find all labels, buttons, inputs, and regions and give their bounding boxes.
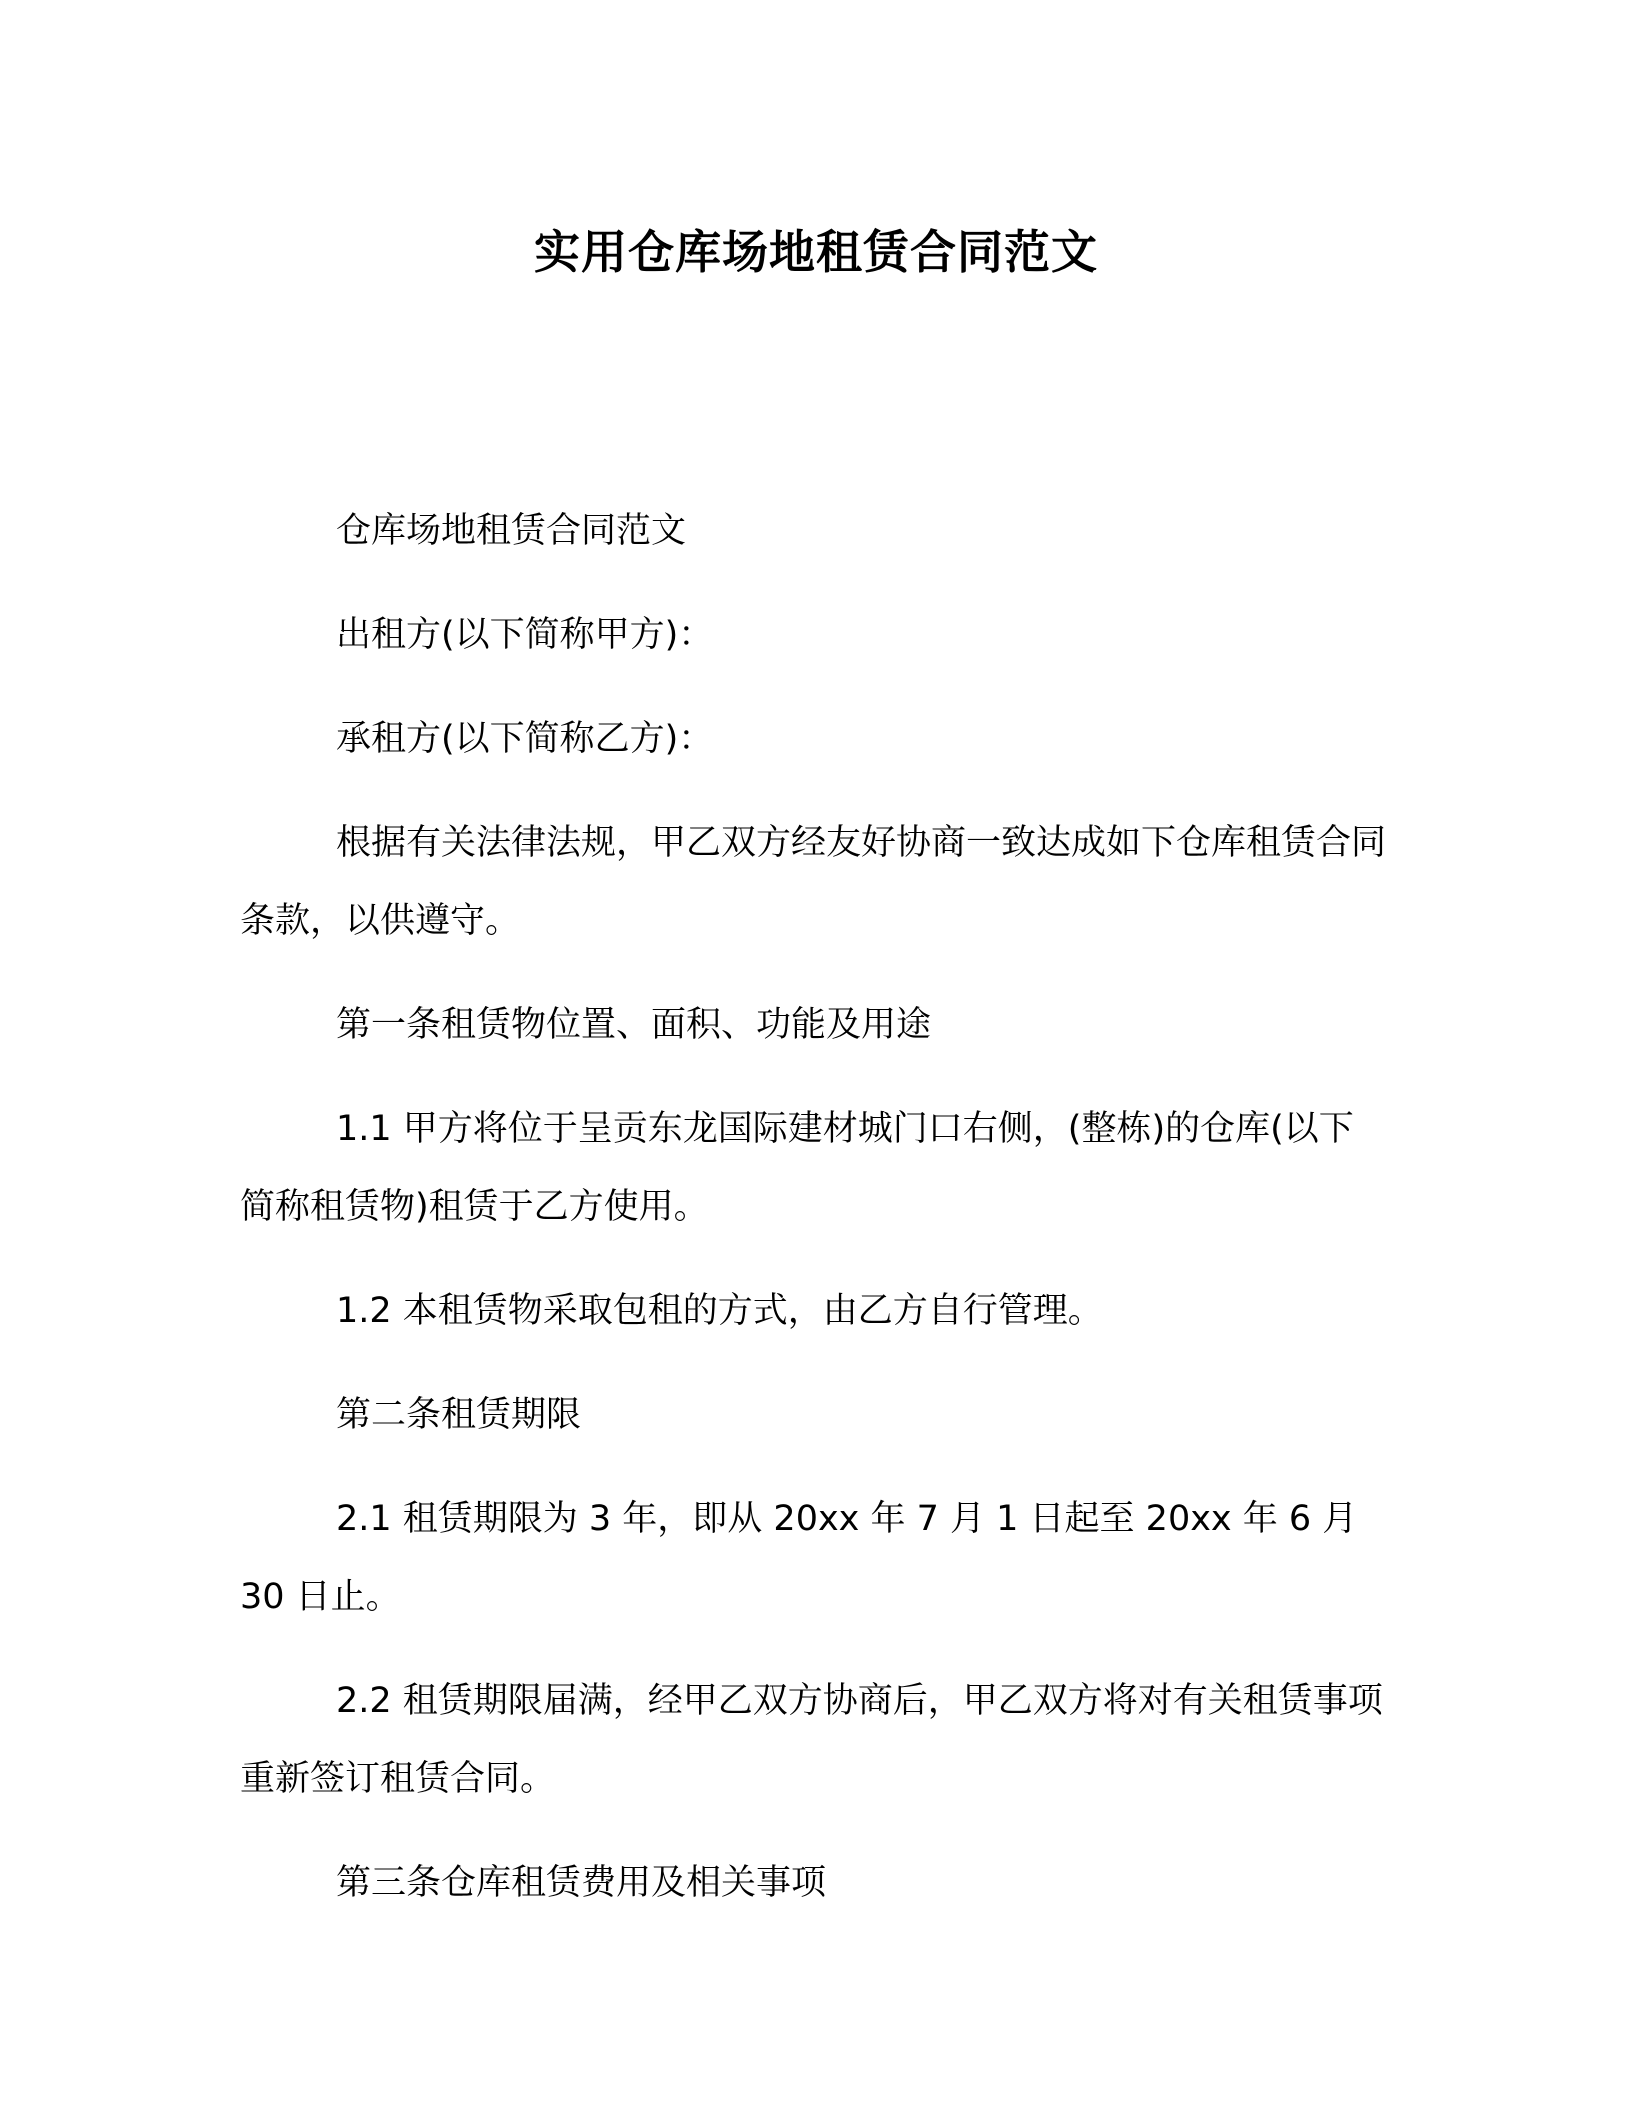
paragraph-clause-1-2: 1.2 本租赁物采取包租的方式，由乙方自行管理。: [336, 1291, 1103, 1331]
paragraph-clause-2-1: 2.1 租赁期限为 3 年，即从 20xx 年 7 月 1 日起至 20xx 年 6 月 30 日止。: [240, 1499, 1358, 1617]
paragraph-lessee: 承租方(以下简称乙方)：: [336, 719, 714, 759]
paragraph-contract-name: 仓库场地租赁合同范文: [336, 511, 687, 551]
paragraph-article-1-heading: 第一条租赁物位置、面积、功能及用途: [336, 1005, 932, 1045]
paragraph-preamble: 根据有关法律法规，甲乙双方经友好协商一致达成如下仓库租赁合同条款，以供遵守。: [240, 823, 1387, 941]
paragraph-clause-2-2: 2.2 租赁期限届满，经甲乙双方协商后，甲乙双方将对有关租赁事项重新签订租赁合同。: [240, 1681, 1383, 1799]
paragraph-article-3-heading: 第三条仓库租赁费用及相关事项: [336, 1863, 827, 1903]
paragraph-clause-1-1: 1.1 甲方将位于呈贡东龙国际建材城门口右侧，(整栋)的仓库(以下简称租赁物)租赁于乙方使用。: [240, 1109, 1354, 1227]
document-title: 实用仓库场地租赁合同范文: [534, 225, 1098, 279]
paragraph-article-2-heading: 第二条租赁期限: [336, 1395, 582, 1435]
paragraph-lessor: 出租方(以下简称甲方)：: [336, 615, 714, 655]
document-body: [240, 492, 1388, 1948]
